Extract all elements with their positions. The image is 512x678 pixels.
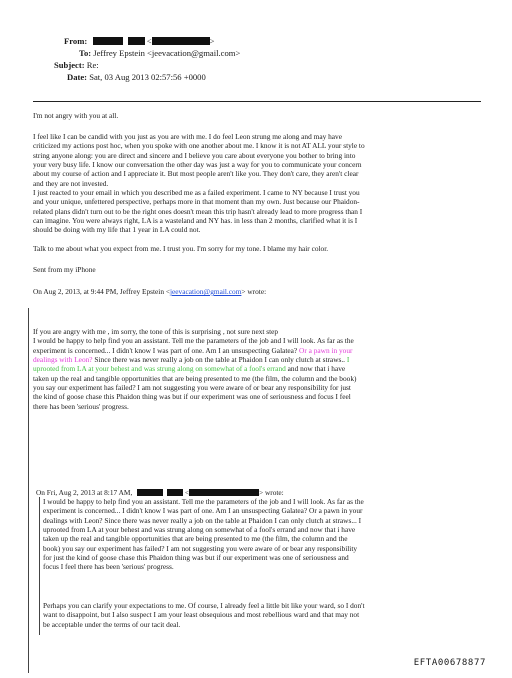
redaction-block [93, 37, 123, 45]
date-line [67, 72, 206, 83]
highlight-green: uprooted from LA at your behest and was strung along on somewhat of a fool's errand [33, 364, 286, 374]
redaction-block [137, 489, 163, 496]
quote-bar [28, 308, 29, 673]
email-link[interactable]: jeevacation@gmail.com [170, 287, 242, 296]
text-line: you say our experiment has failed? I am not suggesting you were aware of or bear any responsibility for just [33, 383, 351, 393]
text-line: want to disappoint, but I also suspect I am your least obsequious and most rebellious ward and that may not [43, 610, 360, 620]
text-line: related plans didn't turn out to be the right ones doesn't mean this trip hasn't already lead to more progress than I [33, 206, 363, 216]
quote-block-2-paragraph [43, 601, 365, 629]
from-label: From: [64, 36, 88, 46]
text-line: string anyone along: you are direct and sincere and I believe you care about everyone you bother to bring into [33, 150, 356, 160]
quote2-attribution [36, 488, 284, 497]
attribution-line [36, 488, 284, 497]
sent-from-line: Sent from my iPhone [33, 265, 96, 274]
redaction-block [167, 489, 183, 496]
text-line: and they are not invested. [33, 178, 109, 188]
text-line [33, 364, 356, 373]
quote-block-2 [43, 497, 364, 572]
attribution-text: > wrote: [241, 287, 267, 296]
text-line: can imagine. You were always right, LA is a wasteland and NY has. in less than 2 months, clarified what it is I [33, 216, 358, 226]
text-run: Since there was never really a job on the table at Phaidon I can only clutch at straws.. [92, 355, 347, 365]
highlight-magenta: dealings with Leon? [33, 355, 93, 365]
nested-quote-bar [39, 497, 40, 635]
text-line: I just reacted to your email in which you described me as a failed experiment. I came to NY because I trust you [33, 188, 360, 197]
text-line: I would be happy to help find you an assistant. Tell me the parameters of the job and I will look. As far as the [43, 497, 364, 506]
date-label: Date: [67, 72, 88, 82]
text-line: focus I feel there has been 'serious' progress. [43, 562, 174, 572]
attribution-text: On Aug 2, 2013, at 9:44 PM, Jeffrey Epstein < [33, 287, 170, 296]
highlight-magenta: Or a pawn in your [299, 345, 353, 355]
to-value: Jeffrey Epstein <jeevacation@gmail.com> [93, 48, 241, 58]
text-line: experiment is concerned... I didn't know I was part of one. Am I an unsuspecting Galatea? Or a pawn in your [43, 506, 363, 516]
text-line [33, 346, 356, 355]
subject-value: Re: [86, 60, 99, 70]
redaction-block [128, 37, 145, 45]
text-line: Perhaps you can clarify your expectations to me. Of course, I already feel a little bit like your ward, so I don't [43, 601, 365, 610]
text-line: your very busy life. I know our conversation the other day was just a way for you to communicate your concern [33, 160, 362, 170]
body-paragraph-4: Talk to me about what you expect from me. I trust you. I'm sorry for my tone. I blame my hair color. [33, 244, 329, 253]
to-label: To: [79, 48, 92, 58]
text-line: for just the kind of goose chase this Phaidon thing was but if our experiment was one of seriousness and [43, 553, 349, 563]
quote-block-1 [33, 327, 356, 411]
subject-label: Subject: [54, 60, 85, 70]
text-line: If you are angry with me , im sorry, the tone of this is surprising , not sure next step [33, 327, 279, 336]
subject-line [54, 60, 99, 71]
text-line: I would be happy to help find you an assistant. Tell me the parameters of the job and I will look. As far as the [33, 336, 354, 346]
text-line: be acceptable under the terms of our tacit deal. [43, 619, 181, 629]
attribution-text: On Fri, Aug 2, 2013 at 8:17 AM, [36, 488, 133, 497]
text-line: the kind of goose chase this Phaidon thing was but if our experiment was one of seriousness and focus I feel [33, 392, 351, 402]
text-line: I feel like I can be candid with you just as you are with me. I do feel Leon strung me along and may have [33, 132, 342, 141]
text-line: and your unique, unfettered perspective, perhaps more in that moment than my own. Just because our Phaidon- [33, 197, 360, 207]
text-line [33, 355, 356, 364]
text-run: and now that i have [285, 364, 346, 374]
body-paragraph-1: I'm not angry with you at all. [33, 111, 119, 120]
text-line: dealings with Leon? Since there was never really a job on the table at Phaidon I can only clutch at straws... I [43, 515, 362, 525]
attribution-lt: < [184, 488, 189, 497]
text-line: there has been 'serious' progress. [33, 401, 129, 411]
text-run: experiment is concerned... I didn't know I was part of one. Am I an unsuspecting Galatea? [33, 345, 300, 355]
text-line: about my course of action and I appreciate it. But most people aren't like you. They don't care, they aren't clear [33, 169, 359, 179]
text-line: uprooted from LA at your behest and was strung along on somewhat of a fool's errand and now that i have [43, 525, 356, 535]
document-id: EFTA00678877 [413, 658, 486, 668]
text-line: book) you say our experiment has failed? I am not suggesting you were aware of or bear any responsibility [43, 543, 358, 553]
to-line [79, 48, 240, 59]
body-paragraph-2 [33, 132, 481, 188]
text-line: should be doing with my life that 1 year in LA could not. [33, 225, 201, 235]
date-value: Sat, 03 Aug 2013 02:57:56 +0000 [89, 72, 206, 82]
reply-attribution [33, 287, 481, 296]
text-line: taken up the real and tangible opportunities that are being presented to me (the film, the column and the [43, 534, 348, 544]
text-line: criticized my actions post hoc, when you spoke with one another about me. I know it is not AT ALL your style to [33, 141, 365, 151]
body-paragraph-3 [33, 188, 481, 235]
redaction-block [152, 37, 210, 45]
header-divider [33, 101, 481, 102]
attribution-text: > wrote: [258, 488, 284, 497]
redaction-block [189, 489, 259, 496]
from-lt: < [146, 36, 152, 46]
text-line: taken up the real and tangible opportunities that are being presented to me (the film, the column and the book) [33, 373, 357, 383]
from-line [64, 36, 214, 47]
highlight-green: I [346, 355, 350, 365]
from-gt: > [209, 36, 215, 46]
